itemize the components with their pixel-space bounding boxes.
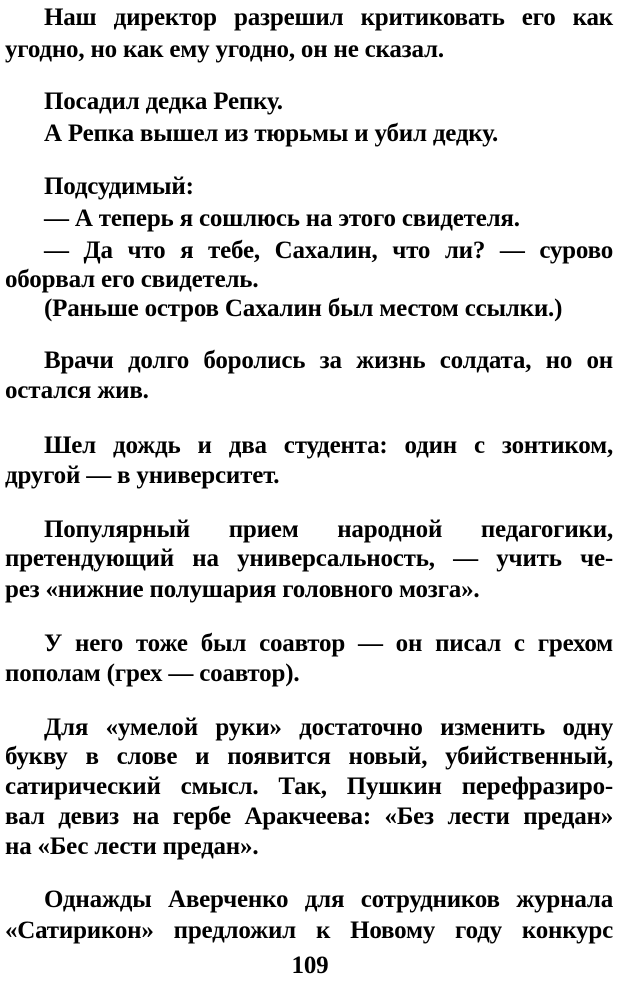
text-line: вал девиз на гербе Аракчеева: «Без лести предан» [5, 803, 613, 830]
text-line: угодно, но как ему угодно, он не сказал. [5, 36, 444, 63]
text-line: Популярный прием народной педагогики, [44, 516, 613, 543]
text-line: остался жив. [5, 377, 149, 404]
text-line: букву в слове и появится новый, убийственный, [5, 743, 613, 770]
text-line: оборвал его свидетель. [5, 266, 259, 293]
text-line: пополам (грех — соавтор). [5, 660, 300, 687]
page-number: 109 [291, 952, 329, 979]
text-line: «Сатирикон» предложил к Новому году конкурс [5, 917, 613, 944]
text-line: Подсудимый: [44, 173, 194, 200]
text-line: претендующий на универсальность, — учить че- [5, 545, 613, 572]
text-line: Однажды Аверченко для сотрудников журнала [44, 886, 613, 913]
text-line: — Да что я тебе, Сахалин, что ли? — сурово [44, 237, 613, 264]
text-line: Посадил дедка Репку. [44, 88, 283, 115]
text-line: — А теперь я сошлюсь на этого свидетеля. [44, 205, 520, 232]
text-line: Шел дождь и два студента: один с зонтиком, [44, 432, 613, 459]
text-line: другой — в университет. [5, 462, 280, 489]
text-line: (Раньше остров Сахалин был местом ссылки.) [44, 295, 563, 322]
text-line: А Репка вышел из тюрьмы и убил дедку. [44, 120, 498, 147]
text-line: Наш директор разрешил критиковать его как [44, 4, 613, 31]
text-line: рез «нижние полушария головного мозга». [5, 576, 480, 603]
text-line: сатирический смысл. Так, Пушкин перефразиро- [5, 773, 613, 800]
text-line: на «Бес лести предан». [5, 833, 259, 860]
text-line: Врачи долго боролись за жизнь солдата, но он [44, 347, 613, 374]
text-line: У него тоже был соавтор — он писал с грехом [44, 630, 613, 657]
text-line: Для «умелой руки» достаточно изменить одну [44, 714, 613, 741]
